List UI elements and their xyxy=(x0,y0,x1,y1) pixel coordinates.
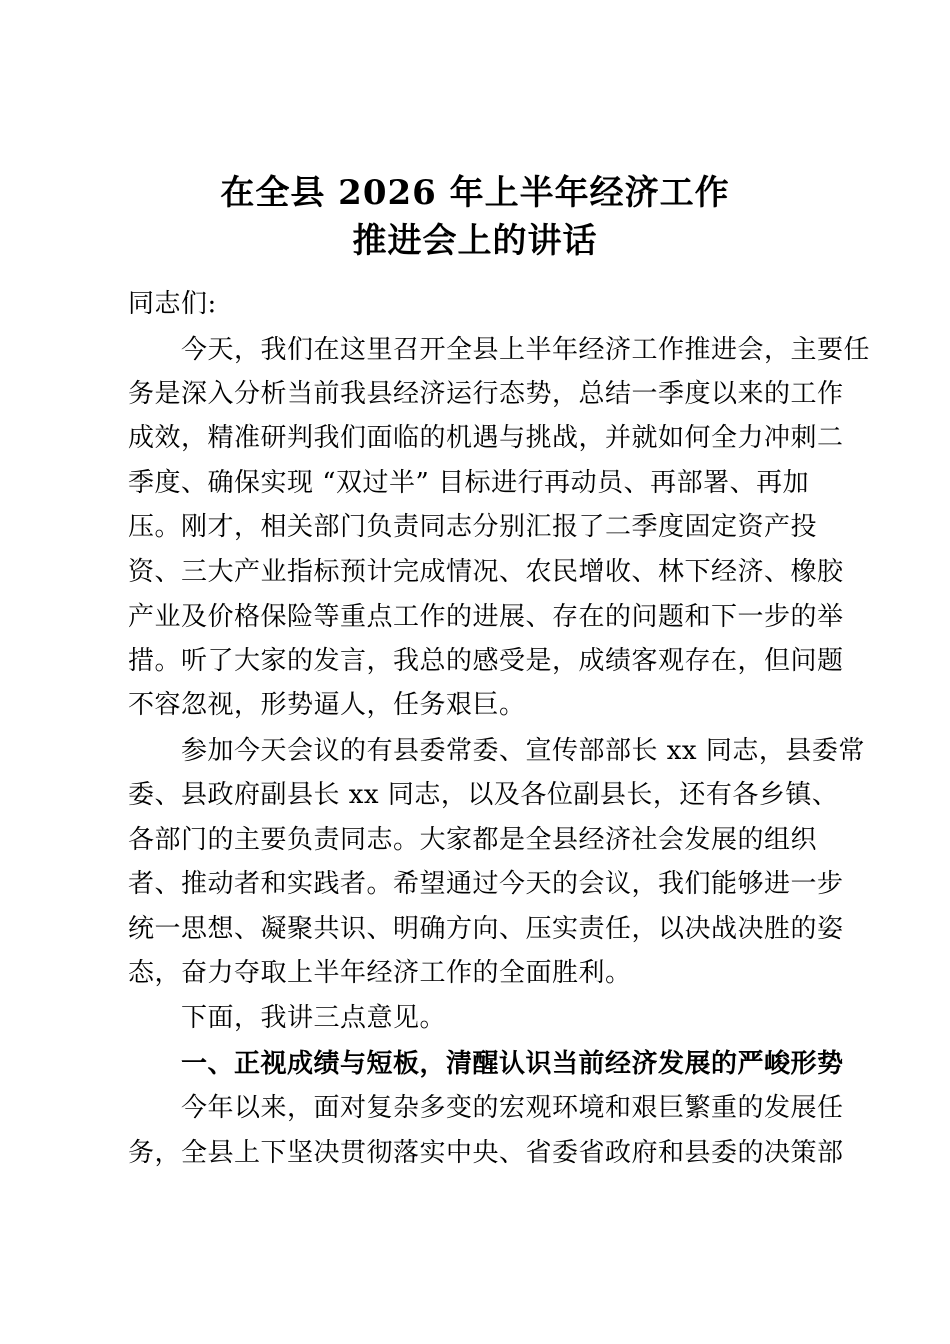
body-text-line: 统一思想、凝聚共识、明确方向、压实责任，以决战决胜的姿 xyxy=(128,914,844,944)
body-text-line: 成效，精准研判我们面临的机遇与挑战，并就如何全力冲刺二 xyxy=(128,423,844,453)
body-text-line: 下面，我讲三点意见。 xyxy=(128,1003,447,1033)
body-text-line: 不容忽视，形势逼人，任务艰巨。 xyxy=(128,690,526,720)
body-text-line: 务是深入分析当前我县经济运行态势，总结一季度以来的工作 xyxy=(128,379,844,409)
body-text-line: 今年以来，面对复杂多变的宏观环境和艰巨繁重的发展任 xyxy=(128,1093,844,1123)
body-text-line: 委、县政府副县长 xx 同志，以及各位副县长，还有各乡镇、 xyxy=(128,780,839,810)
body-text-line: 压。刚才，相关部门负责同志分别汇报了二季度固定资产投 xyxy=(128,512,818,542)
document-title-line-1: 在全县 2026 年上半年经济工作 xyxy=(220,173,730,213)
body-text-line: 今天，我们在这里召开全县上半年经济工作推进会，主要任 xyxy=(128,335,871,365)
body-text-line: 务，全县上下坚决贯彻落实中央、省委省政府和县委的决策部 xyxy=(128,1138,844,1168)
body-text-line: 各部门的主要负责同志。大家都是全县经济社会发展的组织 xyxy=(128,825,818,855)
document-title-line-2: 推进会上的讲话 xyxy=(352,221,598,261)
body-text-line: 产业及价格保险等重点工作的进展、存在的问题和下一步的举 xyxy=(128,602,844,632)
body-text-line: 措。听了大家的发言，我总的感受是，成绩客观存在，但问题 xyxy=(128,646,844,676)
salutation: 同志们: xyxy=(128,289,217,319)
section-heading: 一、正视成绩与短板，清醒认识当前经济发展的严峻形势 xyxy=(128,1049,844,1079)
body-text-line: 资、三大产业指标预计完成情况、农民增收、林下经济、橡胶 xyxy=(128,557,844,587)
body-text-line: 参加今天会议的有县委常委、宣传部部长 xx 同志，县委常 xyxy=(128,736,865,766)
body-text-line: 者、推动者和实践者。希望通过今天的会议，我们能够进一步 xyxy=(128,869,844,899)
body-text-line: 态，奋力夺取上半年经济工作的全面胜利。 xyxy=(128,958,632,988)
body-text-line: 季度、确保实现 “双过半” 目标进行再动员、再部署、再加 xyxy=(128,468,810,498)
